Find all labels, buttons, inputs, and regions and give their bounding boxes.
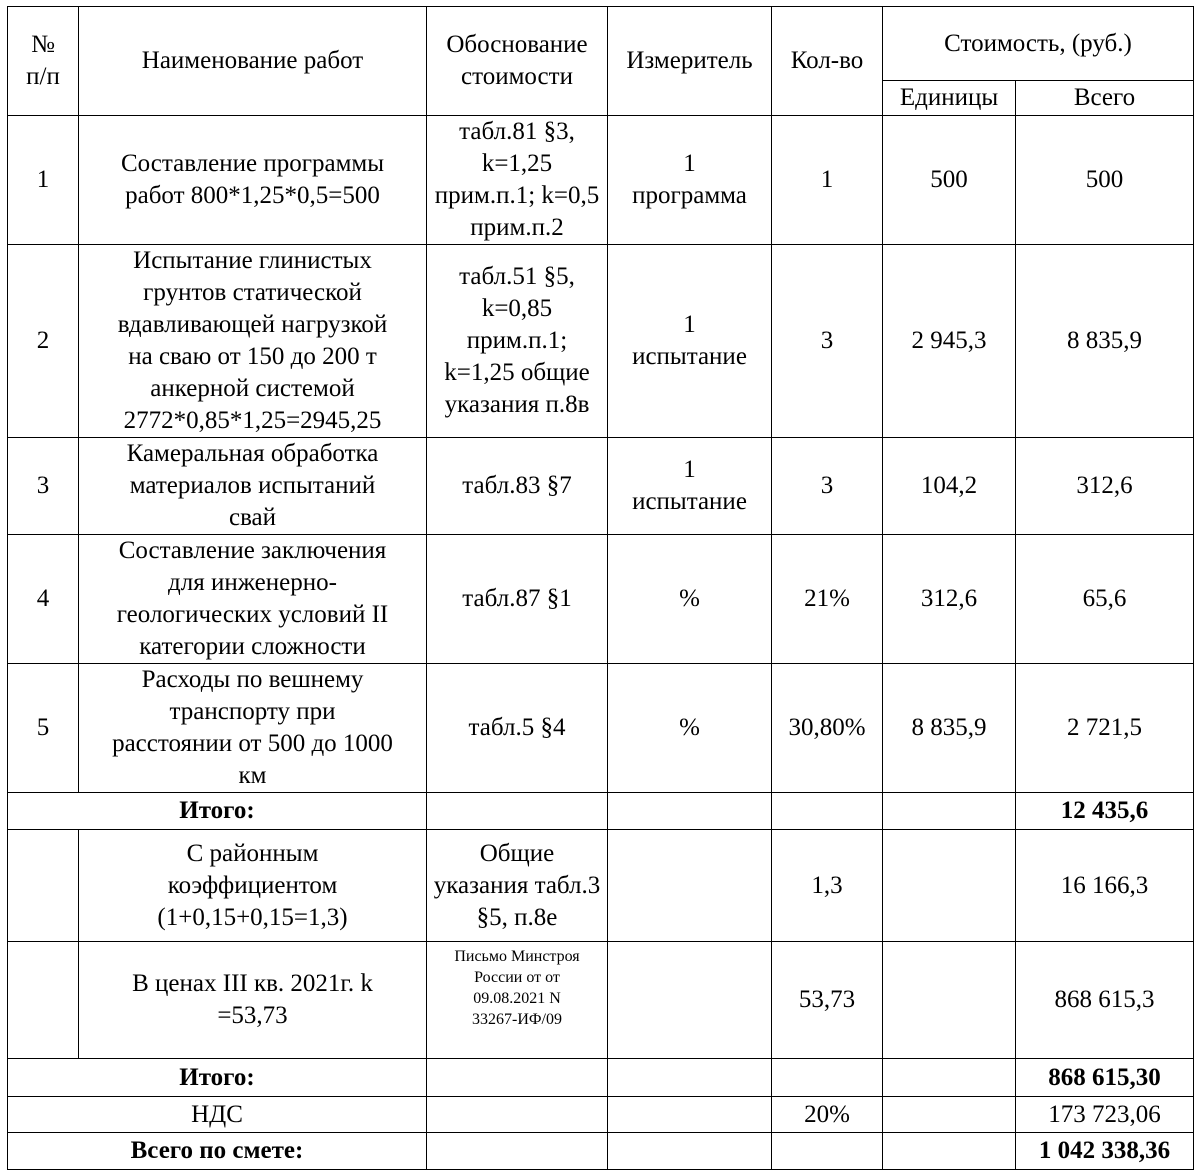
row-total: 868 615,3 bbox=[1016, 942, 1194, 1059]
row-basis: табл.5 §4 bbox=[427, 664, 608, 793]
vat-value: 173 723,06 bbox=[1016, 1097, 1194, 1133]
row-unit: 1 программа bbox=[608, 116, 772, 245]
row-basis: табл.83 §7 bbox=[427, 438, 608, 535]
header-qty: Кол-во bbox=[772, 7, 883, 116]
row-basis: табл.51 §5, k=0,85 прим.п.1; k=1,25 общие указания п.8в bbox=[427, 245, 608, 438]
row-total: 500 bbox=[1016, 116, 1194, 245]
empty-cell bbox=[883, 942, 1016, 1059]
empty-cell bbox=[608, 1133, 772, 1170]
empty-cell bbox=[427, 1133, 608, 1170]
row-total: 65,6 bbox=[1016, 535, 1194, 664]
subtotal-value: 868 615,30 bbox=[1016, 1059, 1194, 1097]
row-name: Расходы по вешнему транспорту при расстоянии от 500 до 1000 км bbox=[79, 664, 427, 793]
empty-cell bbox=[8, 942, 79, 1059]
row-num: 5 bbox=[8, 664, 79, 793]
row-total: 2 721,5 bbox=[1016, 664, 1194, 793]
row-unit: % bbox=[608, 664, 772, 793]
row-num: 1 bbox=[8, 116, 79, 245]
row-basis: Письмо Минстроя России от от 09.08.2021 N 33267-ИФ/09 bbox=[427, 942, 608, 1059]
empty-cell bbox=[427, 793, 608, 830]
row-name: Составление заключения для инженерно- геологических условий II категории сложности bbox=[79, 535, 427, 664]
header-cost: Стоимость, (руб.) bbox=[883, 7, 1194, 81]
header-cost-unit: Единицы bbox=[883, 81, 1016, 116]
grand-total-label: Всего по смете: bbox=[8, 1133, 427, 1170]
empty-cell bbox=[772, 1133, 883, 1170]
row-unit-cost: 312,6 bbox=[883, 535, 1016, 664]
row-unit-cost: 104,2 bbox=[883, 438, 1016, 535]
header-name: Наименование работ bbox=[79, 7, 427, 116]
row-basis: Общие указания табл.3 §5, п.8е bbox=[427, 830, 608, 942]
row-num: 4 bbox=[8, 535, 79, 664]
empty-cell bbox=[427, 1097, 608, 1133]
regional-coefficient-row bbox=[8, 830, 1194, 942]
empty-cell bbox=[883, 793, 1016, 830]
row-total: 312,6 bbox=[1016, 438, 1194, 535]
empty-cell bbox=[883, 1133, 1016, 1170]
row-qty: 1 bbox=[772, 116, 883, 245]
header-row bbox=[8, 7, 1194, 81]
empty-cell bbox=[427, 1059, 608, 1097]
subtotal-value: 12 435,6 bbox=[1016, 793, 1194, 830]
row-unit: 1 испытание bbox=[608, 438, 772, 535]
row-name: В ценах III кв. 2021г. k =53,73 bbox=[79, 942, 427, 1059]
row-qty: 53,73 bbox=[772, 942, 883, 1059]
empty-cell bbox=[608, 830, 772, 942]
empty-cell bbox=[883, 830, 1016, 942]
table-row bbox=[8, 245, 1194, 438]
table-row bbox=[8, 664, 1194, 793]
vat-rate: 20% bbox=[772, 1097, 883, 1133]
header-cost-total: Всего bbox=[1016, 81, 1194, 116]
row-qty: 1,3 bbox=[772, 830, 883, 942]
subtotal-label: Итого: bbox=[8, 1059, 427, 1097]
empty-cell bbox=[772, 793, 883, 830]
empty-cell bbox=[608, 942, 772, 1059]
row-name: Камеральная обработка материалов испытаний свай bbox=[79, 438, 427, 535]
empty-cell bbox=[883, 1097, 1016, 1133]
vat-row bbox=[8, 1097, 1194, 1133]
row-unit-cost: 500 bbox=[883, 116, 1016, 245]
table-row bbox=[8, 438, 1194, 535]
price-index-row bbox=[8, 942, 1194, 1059]
row-num: 2 bbox=[8, 245, 79, 438]
row-qty: 30,80% bbox=[772, 664, 883, 793]
empty-cell bbox=[608, 1097, 772, 1133]
row-qty: 3 bbox=[772, 438, 883, 535]
row-basis: табл.87 §1 bbox=[427, 535, 608, 664]
empty-cell bbox=[608, 793, 772, 830]
subtotal-label: Итого: bbox=[8, 793, 427, 830]
header-basis: Обоснование стоимости bbox=[427, 7, 608, 116]
row-total: 16 166,3 bbox=[1016, 830, 1194, 942]
table-row bbox=[8, 116, 1194, 245]
row-unit-cost: 8 835,9 bbox=[883, 664, 1016, 793]
empty-cell bbox=[883, 1059, 1016, 1097]
row-name: С районным коэффициентом (1+0,15+0,15=1,3) bbox=[79, 830, 427, 942]
row-name: Испытание глинистых грунтов статической вдавливающей нагрузкой на сваю от 150 до 200 т анкерной системой 2772*0,85*1,25=2945,25 bbox=[79, 245, 427, 438]
row-qty: 3 bbox=[772, 245, 883, 438]
row-unit-cost: 2 945,3 bbox=[883, 245, 1016, 438]
grand-total-row bbox=[8, 1133, 1194, 1170]
row-unit: % bbox=[608, 535, 772, 664]
row-qty: 21% bbox=[772, 535, 883, 664]
row-unit: 1 испытание bbox=[608, 245, 772, 438]
row-total: 8 835,9 bbox=[1016, 245, 1194, 438]
empty-cell bbox=[772, 1059, 883, 1097]
header-unit: Измеритель bbox=[608, 7, 772, 116]
empty-cell bbox=[608, 1059, 772, 1097]
grand-total-value: 1 042 338,36 bbox=[1016, 1133, 1194, 1170]
estimate-table bbox=[7, 6, 1194, 1170]
empty-cell bbox=[8, 830, 79, 942]
vat-label: НДС bbox=[8, 1097, 427, 1133]
subtotal-row bbox=[8, 1059, 1194, 1097]
row-name: Составление программы работ 800*1,25*0,5=500 bbox=[79, 116, 427, 245]
header-num: № п/п bbox=[8, 7, 79, 116]
row-num: 3 bbox=[8, 438, 79, 535]
subtotal-row bbox=[8, 793, 1194, 830]
table-row bbox=[8, 535, 1194, 664]
row-basis: табл.81 §3, k=1,25 прим.п.1; k=0,5 прим.п.2 bbox=[427, 116, 608, 245]
